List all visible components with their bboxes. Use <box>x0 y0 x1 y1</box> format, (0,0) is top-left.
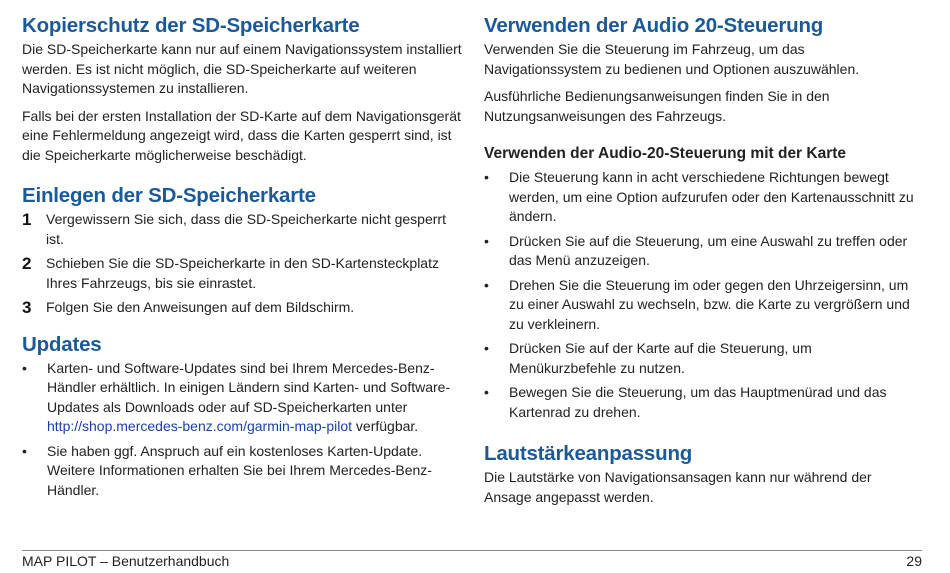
list-item <box>484 276 922 335</box>
step-number: 1 <box>22 210 32 229</box>
heading-insert-card: Einlegen der SD-Speicherkarte <box>22 184 316 207</box>
footer-divider <box>22 550 922 551</box>
bullet-icon: • <box>484 276 489 293</box>
list-item <box>484 383 922 422</box>
audio-paragraph-2: Ausführliche Bedienungsanweisungen finden Sie in den Nutzungsanweisungen des Fahrzeugs. <box>484 88 830 124</box>
step-text: Vergewissern Sie sich, dass die SD-Speicherkarte nicht gesperrt ist. <box>46 211 446 247</box>
audio-map-list <box>484 168 922 422</box>
step-item <box>22 254 462 293</box>
bullet-icon: • <box>484 384 489 400</box>
insert-card-steps <box>22 210 462 318</box>
bullet-icon: • <box>22 442 27 459</box>
step-text: Schieben Sie die SD-Speicherkarte in den SD-Kartensteckplatz Ihres Fahrzeugs, bis sie einrastet. <box>46 255 439 291</box>
bullet-icon: • <box>484 340 489 356</box>
step-number: 3 <box>22 298 32 317</box>
left-column <box>22 12 462 505</box>
copy-protection-paragraph-1: Die SD-Speicherkarte kann nur auf einem Navigationssystem installiert werden. Es ist nicht möglich, die SD-Speicherkarte auf weiteren Navigationssystemen zu installieren. <box>22 41 462 96</box>
audio-map-item-text: Drücken Sie auf der Karte auf die Steuerung, um Menükurzbefehle zu nutzen. <box>509 340 812 376</box>
updates-list <box>22 359 462 501</box>
copy-protection-paragraph-2: Falls bei der ersten Installation der SD-Karte auf dem Navigationsgerät eine Fehlermeldung angezeigt wird, dass die Karten gesperrt sind, ist die Speicherkarte möglicherweise beschädigt. <box>22 107 461 163</box>
subheading-audio-map: Verwenden der Audio-20-Steuerung mit der Karte <box>484 145 847 162</box>
list-item <box>484 339 922 378</box>
right-column <box>484 12 922 507</box>
footer-title: MAP PILOT – Benutzerhandbuch <box>22 553 230 569</box>
audio-map-item-text: Drehen Sie die Steuerung im oder gegen den Uhrzeigersinn, um zu einer Auswahl zu wechseln, bzw. die Karte zu vergrößern und zu verkleinern. <box>509 276 910 332</box>
update-item-text: Karten- und Software-Updates sind bei Ihrem Mercedes-Benz-Händler erhältlich. In einigen Ländern sind Karten- und Software-Updates als Downloads oder auf SD-Speicherkarten unter http://shop.mercedes-benz.com/garmin-map-pilot verfügbar. <box>47 359 451 434</box>
audio-paragraph-1: Verwenden Sie die Steuerung im Fahrzeug, um das Navigationssystem zu bedienen und Optionen auszuwählen. <box>484 41 860 77</box>
heading-audio-control: Verwenden der Audio 20-Steuerung <box>484 14 824 37</box>
list-item <box>22 359 462 437</box>
bullet-icon: • <box>484 169 489 185</box>
audio-map-item-text: Drücken Sie auf die Steuerung, um eine Auswahl zu treffen oder das Menü anzuzeigen. <box>509 232 908 268</box>
page-number: 29 <box>906 553 922 569</box>
list-item <box>484 168 922 227</box>
heading-updates: Updates <box>22 332 102 356</box>
heading-volume: Lautstärkeanpassung <box>484 442 693 465</box>
update-item-text: Sie haben ggf. Anspruch auf ein kostenloses Karten-Update. Weitere Informationen erhalten Sie bei Ihrem Mercedes-Benz-Händler. <box>47 442 432 498</box>
shop-link[interactable]: http://shop.mercedes-benz.com/garmin-map-pilot <box>47 418 353 434</box>
step-number: 2 <box>22 254 32 273</box>
audio-map-item-text: Bewegen Sie die Steuerung, um das Hauptmenürad und das Kartenrad zu drehen. <box>509 384 887 420</box>
step-item <box>22 210 462 249</box>
bullet-icon: • <box>22 359 27 376</box>
step-text: Folgen Sie den Anweisungen auf dem Bildschirm. <box>46 299 355 315</box>
list-item <box>22 442 462 501</box>
list-item <box>484 232 922 271</box>
volume-paragraph: Die Lautstärke von Navigationsansagen kann nur während der Ansage angepasst werden. <box>484 469 872 505</box>
heading-copy-protection: Kopierschutz der SD-Speicherkarte <box>22 14 360 37</box>
step-item <box>22 298 462 318</box>
audio-map-item-text: Die Steuerung kann in acht verschiedene Richtungen bewegt werden, um eine Option aufzurufen oder den Kartenausschnitt zu ändern. <box>509 169 914 224</box>
bullet-icon: • <box>484 232 489 249</box>
